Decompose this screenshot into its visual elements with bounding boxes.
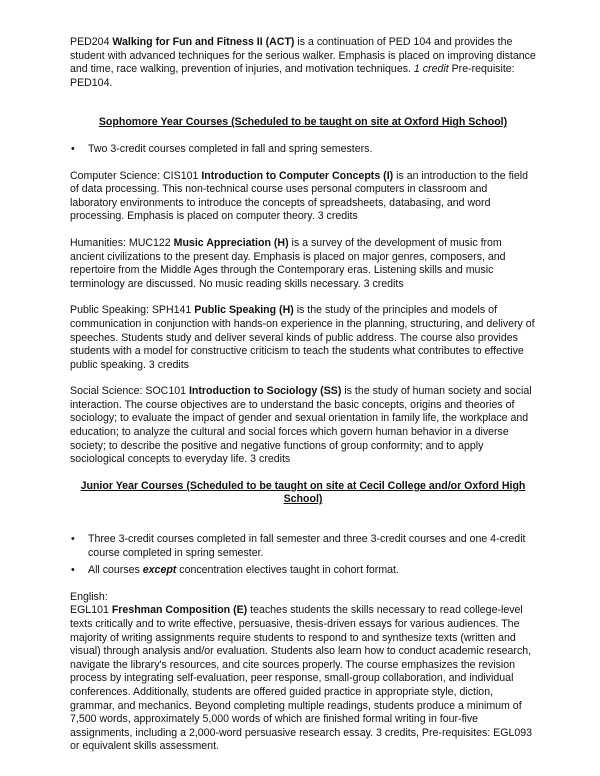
course-prefix: Public Speaking: SPH141: [70, 304, 195, 317]
course-egl101: [70, 604, 536, 754]
course-description: is a continuation of PED 104 and provides the student with advanced techniques for the serious walker. Emphasis is placed on improving distance and time, race walking, prevention of injuries, and motivation techniques.: [70, 36, 536, 76]
course-title: Music Appreciation (H): [173, 236, 289, 249]
course-description: is the study of human society and social interaction. The course objectives are to understand the basic concepts, origins and theories of sociology; to evaluate the impact of gender and sexual orientation in family life, the workplace and education; to analyze the cultural and social forces which govern human behavior in a diverse society; to describe the positive and negative functions of group conformity; and to apply sociological concepts to everyday life. 3 credits: [70, 385, 532, 466]
course-title: Public Speaking (H): [194, 304, 294, 317]
sophomore-heading: Sophomore Year Courses (Scheduled to be taught on site at Oxford High School): [98, 116, 508, 129]
course-sph141: [70, 304, 536, 372]
course-description: is an introduction to the field of data processing. This non-technical course uses personal computers in classroom and laboratory environments to introduce the concepts of spreadsheets, databasing, and word processing. Emphasis is placed on computer theory. 3 credits: [70, 169, 529, 223]
emphasis-except: except: [142, 564, 177, 577]
list-item: • All courses except concentration electives taught in cohort format.: [71, 564, 399, 577]
course-description: is a survey of the development of music from ancient civilizations to the present day. Emphasis is placed on major genres, composers, and repertoire from the Middle Ages through the Contemporary eras. Listening skills and music terminology are discussed. No music reading skills necessary. 3 credits: [70, 236, 506, 290]
course-prefix: Computer Science: CIS101: [70, 169, 202, 182]
course-prefix: Social Science: SOC101: [70, 385, 189, 398]
course-ped204: [70, 36, 536, 90]
document-page: [70, 36, 536, 754]
course-description: is the study of the principles and models of communication in conjunction with hands-on experience in the planning, structuring, and delivery of speeches. Students study and deliver several kinds of public address. The course also provides students with a model for constructive criticism to teach the students what contributes to effective public speaking. 3 credits: [70, 304, 535, 371]
course-credit: 1 credit: [413, 63, 449, 76]
course-code: PED204: [70, 36, 113, 48]
course-title: Introduction to Sociology (SS): [188, 385, 342, 398]
junior-bullets: [70, 533, 536, 578]
course-description: teaches students the skills necessary to read college-level texts critically and to write effective, persuasive, thesis-driven essays for various audiences. The majority of writing assignments require students to respond to and synthesize texts (written and visual) through analysis and/or evaluation. Students also learn how to conduct academic research, navigate the library's resources, and cite sources properly. The course emphasizes the revision process by integrating self-evaluation, peer response, small-group collaboration, and individual conferences. Additionally, students are offered guided practice in appropriate style, diction, grammar, and mechanics. Beyond completing multiple readings, students produce a minimum of 7,500 words, approximately 5,000 words of which are finished formal writing in four-five assignments, including a 2,000-word persuasive research essay. 3 credits, Pre-requisites: EGL093 or equivalent skills assessment.: [70, 604, 533, 753]
course-prefix: Humanities: MUC122: [70, 236, 174, 249]
course-title: Introduction to Computer Concepts (I): [201, 169, 394, 182]
bullet-icon: •: [71, 533, 75, 546]
list-item: • Two 3-credit courses completed in fall and spring semesters.: [71, 142, 373, 155]
sophomore-bullets: [70, 143, 536, 157]
english-label: English:: [70, 590, 108, 603]
bullet-icon: •: [71, 142, 75, 155]
junior-heading: Junior Year Courses (Scheduled to be taught on site at Cecil College and/or Oxford High School): [80, 479, 526, 506]
course-code: EGL101: [70, 604, 112, 617]
list-item: • Three 3-credit courses completed in fall semester and three 3-credit courses and one 4-credit course completed in spring semester.: [71, 533, 526, 559]
course-soc101: [70, 385, 536, 467]
bullet-icon: •: [71, 564, 75, 577]
course-title: Freshman Composition (E): [111, 604, 248, 617]
course-prereq: Pre-requisite: PED104.: [70, 63, 515, 89]
course-cis101: [70, 170, 536, 224]
course-title: Walking for Fun and Fitness II (ACT): [112, 36, 295, 48]
course-muc122: [70, 237, 536, 291]
